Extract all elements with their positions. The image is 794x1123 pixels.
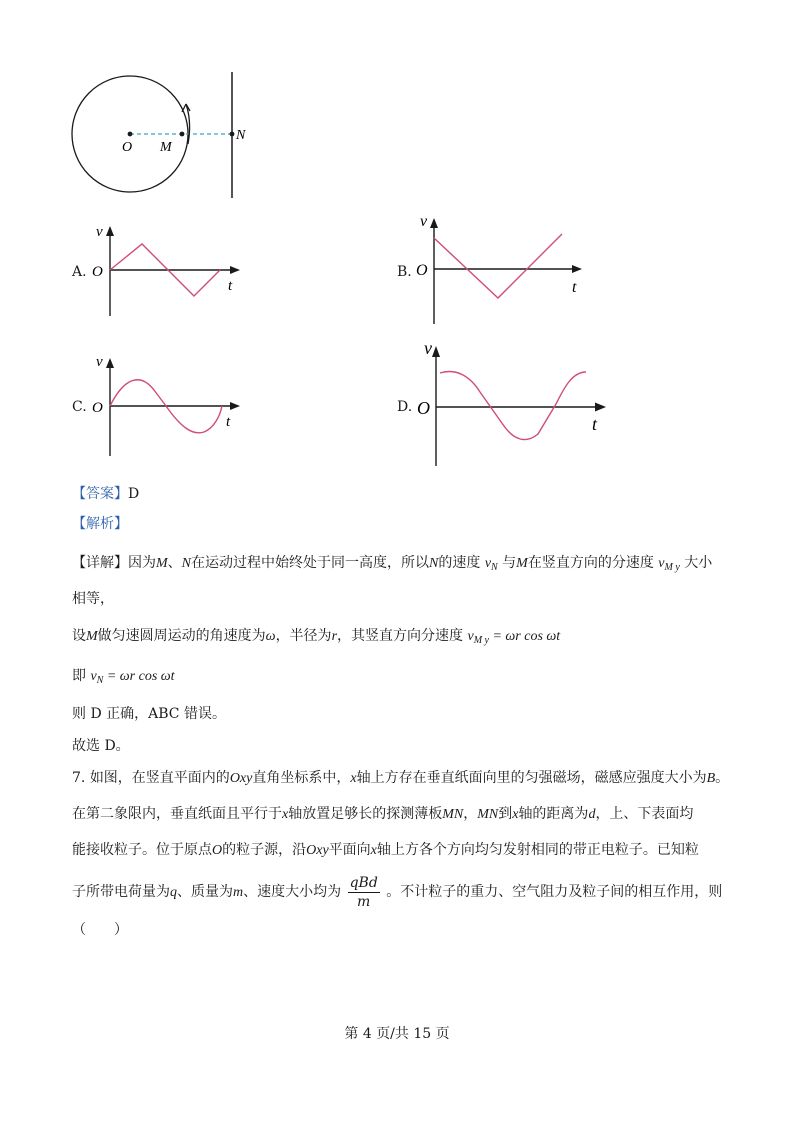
answer-line xyxy=(72,484,139,504)
q7-line-3: 能接收粒子。位于原点O的粒子源，沿Oxy平面向x轴上方各个方向均匀发射相同的带正电粒子。已知粒 xyxy=(72,842,699,858)
arrow-right-icon xyxy=(595,403,606,412)
symbol-vn: $v_N$ xyxy=(484,556,498,573)
point-m xyxy=(180,132,185,137)
q7-line-2: 在第二象限内，垂直纸面且平行于x轴放置足够长的探测薄板MN，MN到x轴的距离为d，上、下表面均 xyxy=(72,806,694,822)
axis-v-label: v xyxy=(96,354,103,370)
option-a-letter: A. xyxy=(72,264,87,280)
q7-blank: （ ） xyxy=(72,922,128,938)
option-d-graph xyxy=(414,336,610,471)
analysis-line xyxy=(72,514,128,534)
axis-t-label: t xyxy=(226,414,231,430)
option-c-graph xyxy=(88,350,248,460)
detail-line-4: 即 $v_N = \omega r$ cos ωt xyxy=(72,668,175,686)
formula-vmy: $v_{M y} = \omega r$ cos ωt xyxy=(467,629,561,646)
detail-line-2: 相等， xyxy=(72,591,114,607)
arrow-right-icon xyxy=(572,265,582,273)
axis-t-label: t xyxy=(592,414,598,434)
analysis-tag: 【解析】 xyxy=(72,516,128,532)
detail-line-1: 【详解】因为M、N在运动过程中始终处于同一高度，所以N的速度 $v_N$ 与M在竖直方向的分速度 $v_{M y}$ 大小 xyxy=(72,555,713,573)
option-c-letter: C. xyxy=(72,399,87,415)
symbol-vmy: $v_{M y}$ xyxy=(658,556,680,573)
label-m: M xyxy=(160,140,172,155)
detail-line-5: 则 D 正确，ABC 错误。 xyxy=(72,706,226,722)
page-footer: 第 4 页/共 15 页 xyxy=(344,1026,450,1042)
arrow-right-icon xyxy=(230,266,240,274)
arrow-right-icon xyxy=(230,402,240,410)
detail-line-6: 故选 D。 xyxy=(72,738,130,754)
origin-label: O xyxy=(92,400,103,416)
arrow-up-icon xyxy=(432,346,440,357)
detail-line-3: 设M做匀速圆周运动的角速度为ω，半径为r，其竖直方向分速度 $v_{M y} = \omega r$ cos ωt xyxy=(72,628,561,646)
q7-line-1: 7. 如图，在竖直平面内的Oxy直角坐标系中，x轴上方存在垂直纸面向里的匀强磁场，磁感应强度大小为B。 xyxy=(72,770,730,786)
axis-t-label: t xyxy=(228,278,233,294)
q7-number: 7. xyxy=(72,770,86,786)
q7-line-4: 子所带电荷量为q、质量为m、速度大小均为 $\frac{\text{qBd}}{m}$ 。不计粒子的重力、空气阻力及粒子间的相互作用，则 xyxy=(72,874,723,910)
arrow-up-icon xyxy=(430,218,438,228)
axis-t-label: t xyxy=(572,279,577,296)
axis-v-label: v xyxy=(420,213,428,230)
detail-tag: 【详解】 xyxy=(72,555,128,571)
circle-figure xyxy=(60,60,260,205)
fraction-qbd-over-m: $\frac{\text{qBd}}{m}$ xyxy=(349,874,378,910)
origin-label: O xyxy=(417,398,430,418)
label-o: O xyxy=(122,140,133,155)
label-n: N xyxy=(236,128,246,143)
axis-v-label: v xyxy=(424,338,432,358)
formula-vn: $v_N = \omega r$ cos ωt xyxy=(90,669,175,686)
axis-v-label: v xyxy=(96,224,103,240)
arrow-up-icon xyxy=(106,226,114,236)
option-d-letter: D. xyxy=(397,399,413,415)
option-b-letter: B. xyxy=(397,264,412,280)
arrow-up-icon xyxy=(106,358,114,368)
option-a-graph xyxy=(88,220,248,320)
option-b-curve xyxy=(434,234,562,298)
option-d-curve xyxy=(440,372,586,440)
option-b-graph xyxy=(412,208,592,328)
origin-label: O xyxy=(416,262,428,279)
answer-tag: 【答案】 xyxy=(72,486,128,502)
origin-label: O xyxy=(92,264,103,280)
answer-value: D xyxy=(128,486,140,502)
point-o xyxy=(128,132,133,137)
